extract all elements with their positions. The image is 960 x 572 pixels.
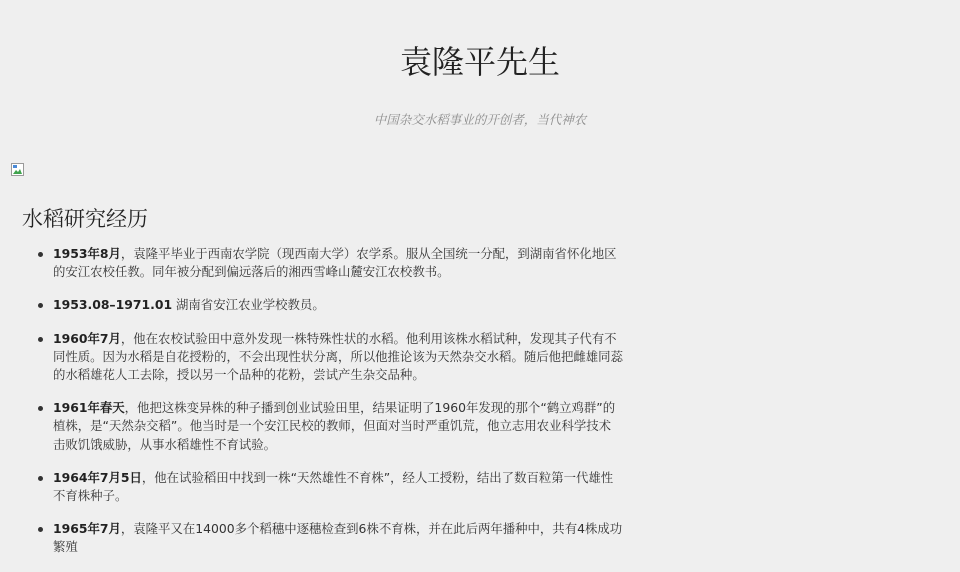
timeline-text: 湖南省安江农业学校教员。: [172, 297, 325, 313]
timeline-text: ，袁隆平又在14000多个稻穗中逐穗检查到6株不育株，并在此后两年播种中，共有4株成功繁殖: [53, 521, 623, 555]
timeline-item: [53, 330, 623, 385]
timeline-date: 1964年7月5日: [53, 469, 142, 485]
timeline-text: ，他在农校试验田中意外发现一株特殊性状的水稻。他利用该株水稻试种，发现其子代有不同性质。因为水稻是自花授粉的，不会出现性状分离，所以他推论该为天然杂交水稻。随后他把雌雄同蕊的水稻雄花人工去除，授以另一个品种的花粉，尝试产生杂交品种。: [53, 330, 623, 383]
timeline-item: [53, 520, 623, 556]
timeline-list: [53, 245, 623, 572]
page-title: 袁隆平先生: [399, 43, 560, 81]
timeline-item: [53, 296, 623, 314]
timeline-item: [53, 245, 623, 281]
section-heading: 水稻研究经历: [22, 207, 148, 231]
timeline-item: [53, 399, 623, 454]
timeline-date: 1953年8月: [53, 246, 121, 261]
timeline-date: 1965年7月: [53, 521, 121, 537]
timeline-text: ，袁隆平毕业于西南农学院（现西南大学）农学系。服从全国统一分配，到湖南省怀化地区的安江农校任教。同年被分配到偏远落后的湘西雪峰山麓安江农校教书。: [53, 246, 617, 280]
timeline-text: ，他把这株变异株的种子播到创业试验田里，结果证明了1960年发现的那个“鹤立鸡群”的植株，是“天然杂交稻”。他当时是一个安江民校的教师，但面对当时严重饥荒，他立志用农业科学技术击败饥饿威胁，从事水稻雄性不育试验。: [53, 400, 616, 452]
timeline-date: 1961年春天: [53, 400, 125, 416]
page-subtitle: 中国杂交水稻事业的开创者，当代神农: [373, 112, 587, 127]
broken-image-icon: [11, 163, 24, 176]
timeline-date: 1960年7月: [53, 330, 121, 346]
timeline-item: [53, 469, 623, 505]
timeline-date: 1953.08–1971.01: [53, 297, 173, 313]
timeline-text: ，他在试验稻田中找到一株“天然雄性不育株”，经人工授粉，结出了数百粒第一代雄性不育株种子。: [53, 469, 614, 504]
